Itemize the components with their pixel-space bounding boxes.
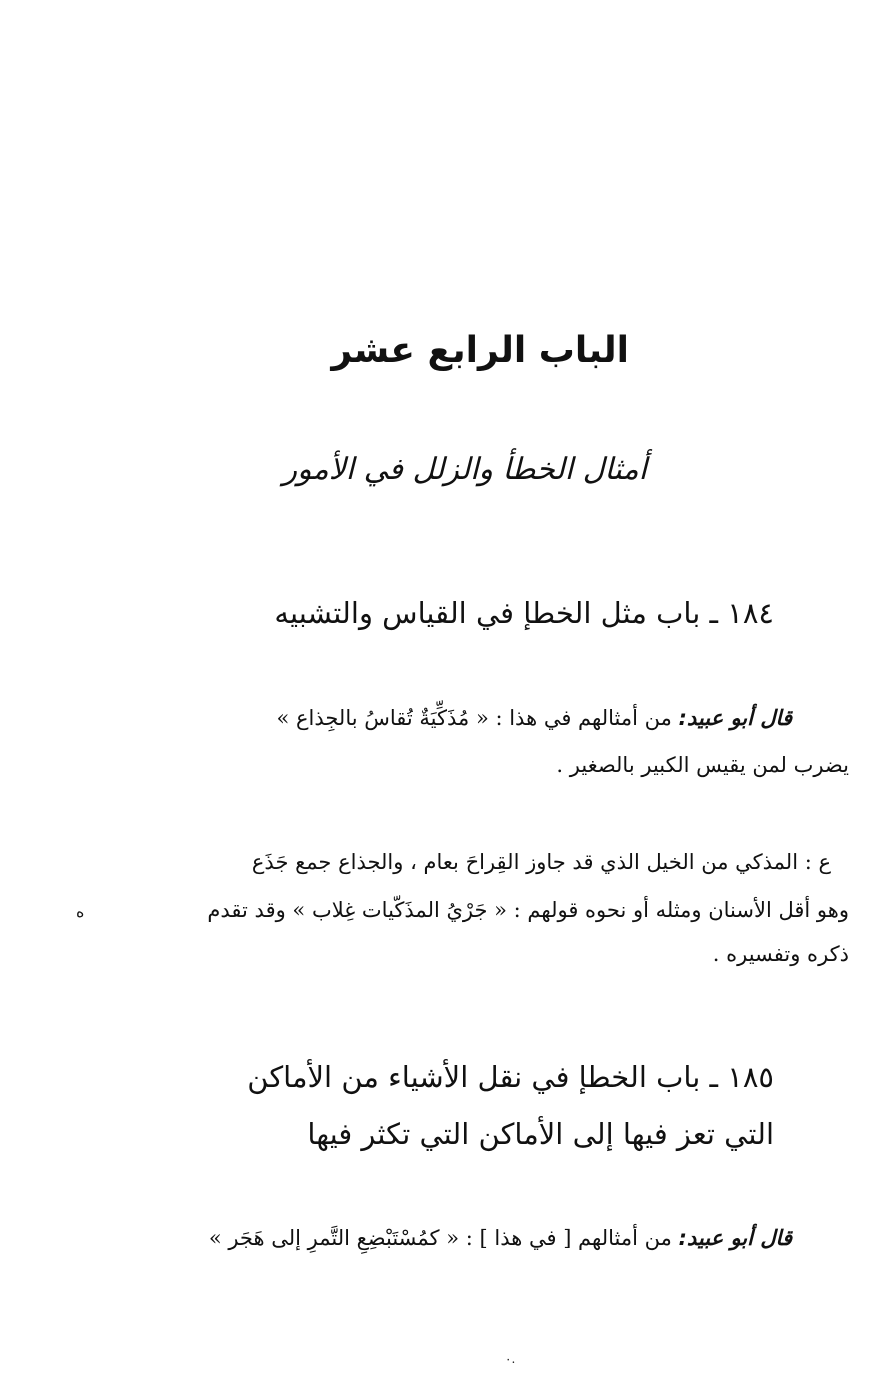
quote-text: من أمثالهم [ في هذا ] : « كمُسْتَبْضِعِ التَّمرِ إلى هَجَر » bbox=[208, 1226, 679, 1250]
quote-line-185 bbox=[209, 1226, 792, 1250]
chapter-subtitle: أمثال الخطأ والزلل في الأمور bbox=[282, 452, 647, 487]
commentary-line-2: وهو أقل الأسنان ومثله أو نحوه قولهم : « جَرْيُ المذَكّيات غِلاب » وقد تقدم bbox=[207, 898, 849, 922]
commentary-line-1: ع : المذكي من الخيل الذي قد جاوز القِراحَ بعام ، والجذاع جمع جَذَع bbox=[251, 850, 831, 874]
quote-speaker: قال أبو عبيد: bbox=[678, 1226, 792, 1250]
explanation-line-184: يضرب لمن يقيس الكبير بالصغير . bbox=[556, 753, 849, 777]
quote-line-184 bbox=[276, 706, 792, 730]
section-heading-184: ١٨٤ ـ باب مثل الخطإ في القياس والتشبيه bbox=[274, 596, 774, 630]
chapter-title: الباب الرابع عشر bbox=[331, 330, 629, 371]
quote-text: من أمثالهم في هذا : « مُذَكِّيَةٌ تُقاسُ بالجِذاع » bbox=[276, 706, 679, 730]
margin-mark: ه bbox=[76, 902, 85, 921]
section-heading-185-line-2: التي تعز فيها إلى الأماكن التي تكثر فيها bbox=[307, 1117, 774, 1151]
commentary-line-3: ذكره وتفسيره . bbox=[712, 942, 849, 966]
section-heading-185-line-1: ١٨٥ ـ باب الخطإ في نقل الأشياء من الأماكن bbox=[247, 1060, 774, 1094]
page-number: ٠. bbox=[505, 1352, 516, 1366]
quote-speaker: قال أبو عبيد: bbox=[678, 706, 792, 730]
